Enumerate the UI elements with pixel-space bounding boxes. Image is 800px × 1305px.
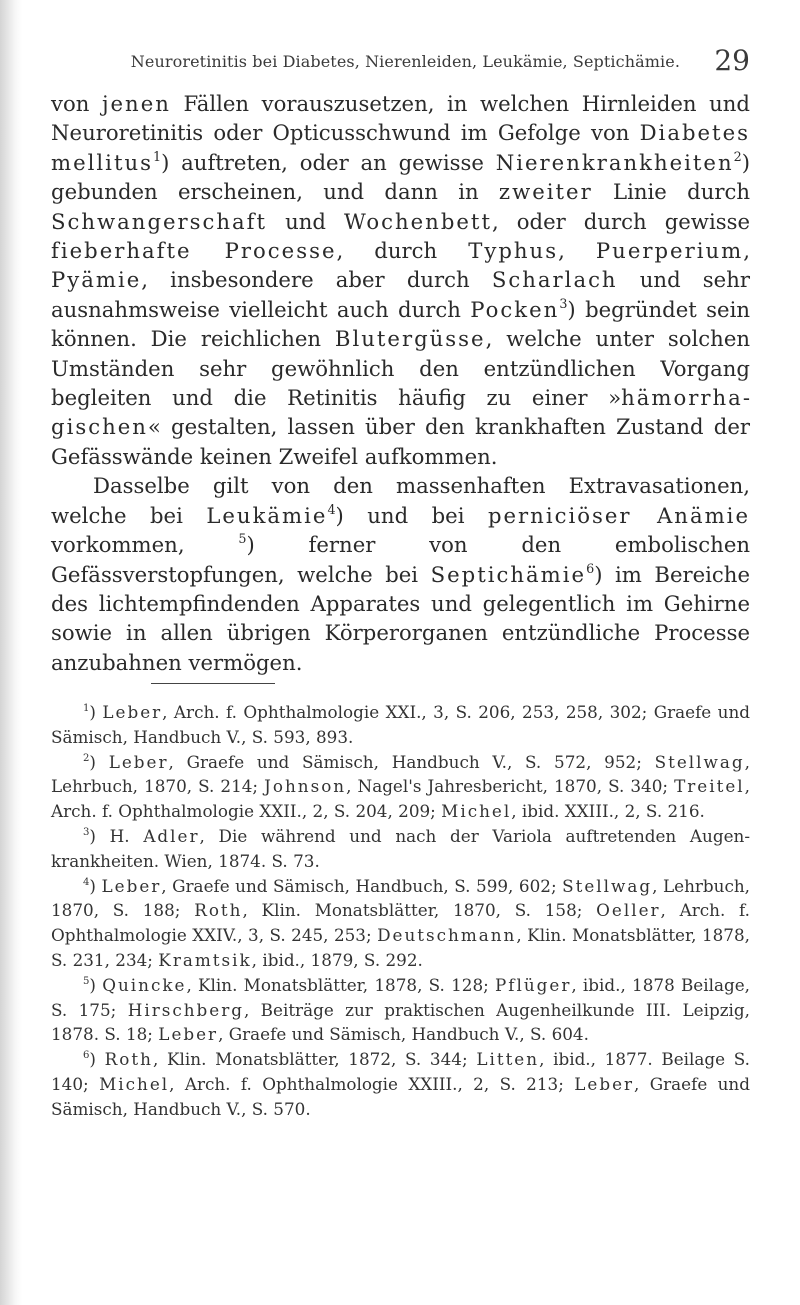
- page-edge-shadow: [0, 0, 22, 1305]
- footnote-6: $^6$) Roth, Klin. Monatsblätter, 1872, S. 344; Litten, ibid., 1877. Beilage S. 140; Michel, Arch. f. Ophthalmologie XXIII., 2, S. 213; Leber, Graefe und Sämisch, Handbuch V., S. 570.: [51, 1049, 750, 1119]
- running-title: Neuroretinitis bei Diabetes, Nierenleiden, Leukämie, Septichämie.: [130, 52, 680, 71]
- footnote-ref-5: 5: [238, 531, 247, 547]
- footnote-ref-1: 1: [153, 148, 162, 164]
- footnotes: [51, 700, 750, 1122]
- footnote-4: $^4$) Leber, Graefe und Sämisch, Handbuch, S. 599, 602; Stellwag, Lehrbuch, 1870, S. 188; Roth, Klin. Monatsblätter, 1870, S. 158; Oeller, Arch. f. Ophthalmologie XXIV., 3, S. 245, 253; Deutschmann, Klin. Monatsblätter, 1878, S. 231, 234; Kramtsik, ibid., 1879, S. 292.: [51, 875, 750, 970]
- main-text: [51, 89, 750, 677]
- running-head: [51, 44, 750, 84]
- paragraph-2: Dasselbe gilt von den massenhaften Extravasationen, welche bei Leukämie$^4$) und bei perniciöser Anämie vorkommen, $^5$) ferner von den embolischen Gefässverstopfungen, welche bei Septichämie$^6$) im Bereiche des lichtempfindenden Apparates und gelegentlich im Gehirne sowie in allen übrigen Körperorganen entzündliche Processe anzubahnen vermögen.: [51, 473, 750, 675]
- footnote-3: $^3$) H. Adler, Die während und nach der Variola auftretenden Augenkrankheiten. Wien, 1874. S. 73.: [51, 825, 750, 871]
- page-number: 29: [714, 44, 750, 77]
- footnote-ref-3: 3: [559, 295, 568, 311]
- footnote-separator: [151, 683, 275, 684]
- footnote-1: $^1$) Leber, Arch. f. Ophthalmologie XXI., 3, S. 206, 253, 258, 302; Graefe und Sämisch, Handbuch V., S. 593, 893.: [51, 702, 750, 747]
- footnote-ref-2: 2: [733, 148, 742, 164]
- footnote-5: $^5$) Quincke, Klin. Monatsblätter, 1878, S. 128; Pflüger, ibid., 1878 Beilage, S. 175; Hirschberg, Beiträge zur praktischen Augenheilkunde III. Leipzig, 1878. S. 18; Leber, Graefe und Sämisch, Handbuch V., S. 604.: [51, 974, 750, 1045]
- paragraph-1: von jenen Fällen vorauszusetzen, in welchen Hirnleiden und Neuroretinitis oder Opticusschwund im Gefolge von Diabetes mellitus$^1$) auftreten, oder an gewisse Nierenkrankheiten$^2$) gebunden erscheinen, und dann in zweiter Linie durch Schwangerschaft und Wochenbett, oder durch gewisse fieberhafte Processe, durch Typhus, Puerperium, Pyämie, insbesondere aber durch Scharlach und sehr ausnahmsweise vielleicht auch durch Pocken$^3$) begründet sein können. Die reichlichen Blutergüsse, welche unter solchen Umständen sehr gewöhnlich den entzündlichen Vorgang begleiten und die Retinitis häufig zu einer »hämorrhagischen« gestalten, lassen über den krankhaften Zustand der Gefässwände keinen Zweifel aufkommen.: [51, 91, 751, 469]
- footnote-ref-6: 6: [586, 560, 595, 576]
- footnote-2: $^2$) Leber, Graefe und Sämisch, Handbuch V., S. 572, 952; Stellwag, Lehrbuch, 1870, S. 214; Johnson, Nagel's Jahresbericht, 1870, S. 340; Treitel, Arch. f. Ophthalmologie XXII., 2, S. 204, 209; Michel, ibid. XXIII., 2, S. 216.: [51, 751, 750, 822]
- footnote-ref-4: 4: [327, 501, 336, 517]
